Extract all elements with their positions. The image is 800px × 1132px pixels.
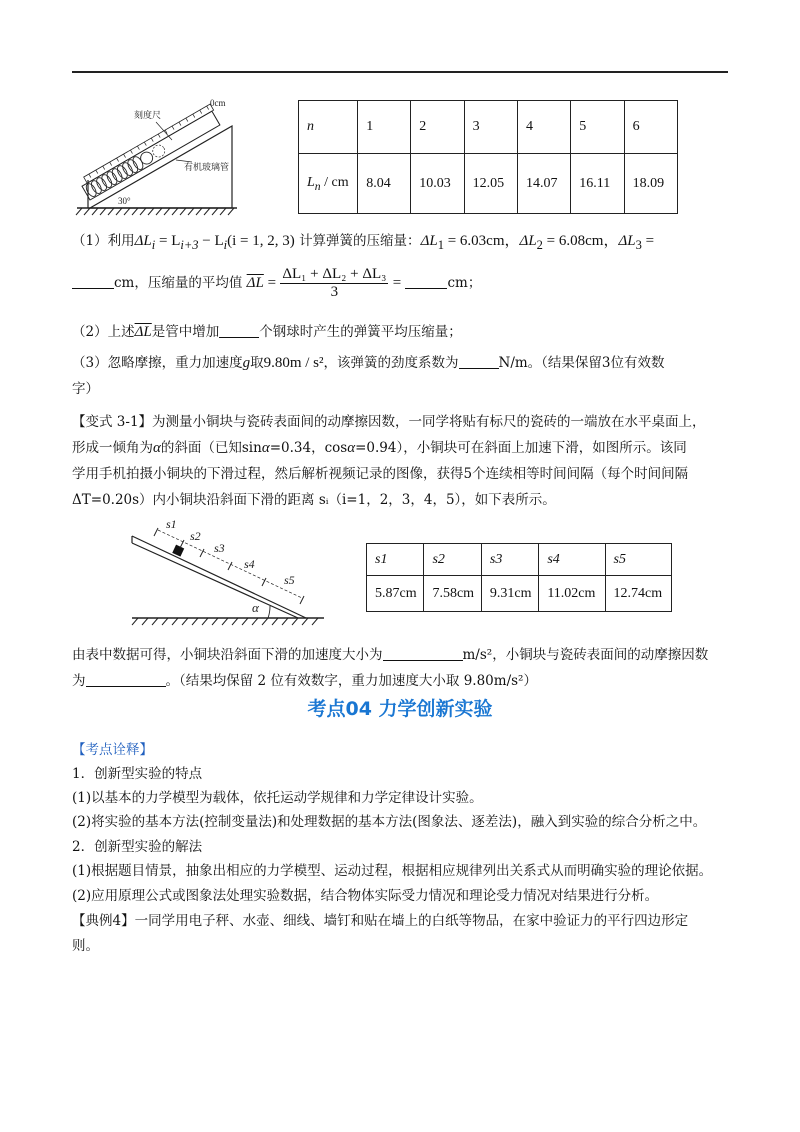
ruler-label: 刻度尺 (134, 111, 162, 121)
alpha-label: α (252, 600, 259, 615)
result-line-2: 为 。（结果均保留 2 位有效数字，重力加速度大小取 9.80m/s²） (72, 673, 537, 689)
table1-header-cell: 3 (464, 101, 517, 154)
spring-tube-figure (72, 94, 242, 216)
s4-label: s4 (244, 557, 255, 571)
s5-label: s5 (284, 573, 295, 587)
tube-label: 有机玻璃管 (184, 163, 230, 173)
explain-line: (1)以基本的力学模型为载体，依托运动学规律和力学定律设计实验。 (72, 790, 483, 806)
explain-line: (2)将实验的基本方法(控制变量法)和处理数据的基本方法(图象法、逐差法)，融入到实验的综合分析之中。 (72, 814, 707, 830)
question-2: （2）上述$\overline{\Delta L}$是管中增加 个钢球时产生的弹簧平均压缩量； (72, 324, 462, 340)
table1-value: 14.07 (517, 154, 570, 214)
angle-label: 30° (118, 196, 131, 206)
table1-header-cell: 4 (517, 101, 570, 154)
distance-table (366, 543, 672, 612)
s2-label: s2 (190, 529, 201, 543)
table1-header-cell: 5 (571, 101, 624, 154)
table1-header-cell: 6 (624, 101, 677, 154)
variant-line-2: 形成一倾角为α的斜面（已知sinα=0.34，cosα=0.94），小铜块可在斜面上加速下滑，如图所示。该同 (72, 440, 687, 456)
explain-line: 1．创新型实验的特点 (72, 766, 203, 782)
question-1-line-1: （1）利用$\Delta L_i = L_{i+3} - L_i(i = 1$, 2, 3) 计算弹簧的压缩量：$\Delta L_1 = 6.03cm$，$\Delta L_2 = 6.08cm$，$\Delta L_3$ = (72, 233, 655, 252)
table2-value: 12.74cm (605, 576, 671, 612)
answer-blank[interactable] (72, 274, 114, 289)
table1-value: 16.11 (571, 154, 624, 214)
table1-value: 12.05 (464, 154, 517, 214)
section-title: 考点04 力学创新实验 (307, 698, 493, 720)
answer-blank[interactable] (405, 274, 447, 289)
table2-header-cell: s3 (481, 544, 538, 576)
variant-line-3: 学用手机拍摄小铜块的下滑过程，然后解析视频记录的图像，获得5个连续相等时间间隔（每个时间间隔 (72, 466, 689, 482)
answer-blank[interactable] (219, 323, 259, 338)
header-rule (72, 71, 728, 73)
table2-value: 5.87cm (367, 576, 424, 612)
answer-blank[interactable] (459, 354, 499, 369)
question-3-line-1: （3）忽略摩擦，重力加速度g取9.80m / s²，该弹簧的劲度系数为 N/m。（结果保留3位有效数 (72, 355, 665, 371)
table1-header-cell: 1 (358, 101, 411, 154)
table2-header-cell: s2 (424, 544, 481, 576)
table2-header-cell: s5 (605, 544, 671, 576)
table1-value: 10.03 (411, 154, 464, 214)
variant-line-1: 【变式 3-1】为测量小铜块与瓷砖表面间的动摩擦因数，一同学将贴有标尺的瓷砖的一端放在水平桌面上， (72, 414, 706, 430)
average-fraction: $\frac{\text{ΔL₁ + ΔL₂ + ΔL₃}}{3}$ (282, 266, 387, 300)
table2-value: 9.31cm (481, 576, 538, 612)
question-1-line-2: cm，压缩量的平均值 $\overline{\Delta L}$ = $\frac{\text{ΔL₁ + ΔL₂ + ΔL₃}}{3}$ = cm； (72, 266, 481, 301)
result-line-1: 由表中数据可得，小铜块沿斜面下滑的加速度大小为 m/s²，小铜块与瓷砖表面间的动摩擦因数 (72, 647, 709, 663)
incline-block-figure (128, 512, 328, 630)
table1-header-n: n (299, 101, 358, 154)
variant-line-4: ΔT=0.20s）内小铜块沿斜面下滑的距离 sᵢ（i=1，2，3，4，5），如下表所示。 (72, 492, 556, 508)
table1-row-label: $L_n$ / cm (299, 154, 358, 214)
explain-line: (2)应用原理公式或图象法处理实验数据，结合物体实际受力情况和理论受力情况对结果进行分析。 (72, 888, 659, 904)
table2-header-cell: s4 (539, 544, 605, 576)
table1-value: 8.04 (358, 154, 411, 214)
table1-header-cell: 2 (411, 101, 464, 154)
answer-blank[interactable] (86, 672, 166, 687)
explain-line: (1)根据题目情景，抽象出相应的力学模型、运动过程，根据相应规律列出关系式从而明确实验的理论依据。 (72, 863, 713, 879)
explain-line: 2．创新型实验的解法 (72, 839, 203, 855)
compression-table (298, 100, 678, 214)
explain-tag: 【考点诠释】 (72, 742, 153, 758)
table2-value: 7.58cm (424, 576, 481, 612)
answer-blank[interactable] (383, 646, 463, 661)
s1-label: s1 (166, 517, 177, 531)
question-3-line-2: 字） (72, 381, 99, 397)
example-line: 【典例4】一同学用电子秤、水壶、细线、墙钉和贴在墙上的白纸等物品，在家中验证力的平行四边形定 (72, 913, 689, 929)
table2-header-cell: s1 (367, 544, 424, 576)
table1-value: 18.09 (624, 154, 677, 214)
table2-value: 11.02cm (539, 576, 605, 612)
example-line: 则。 (72, 938, 99, 954)
s3-label: s3 (214, 541, 225, 555)
zero-label: 0cm (210, 98, 226, 108)
